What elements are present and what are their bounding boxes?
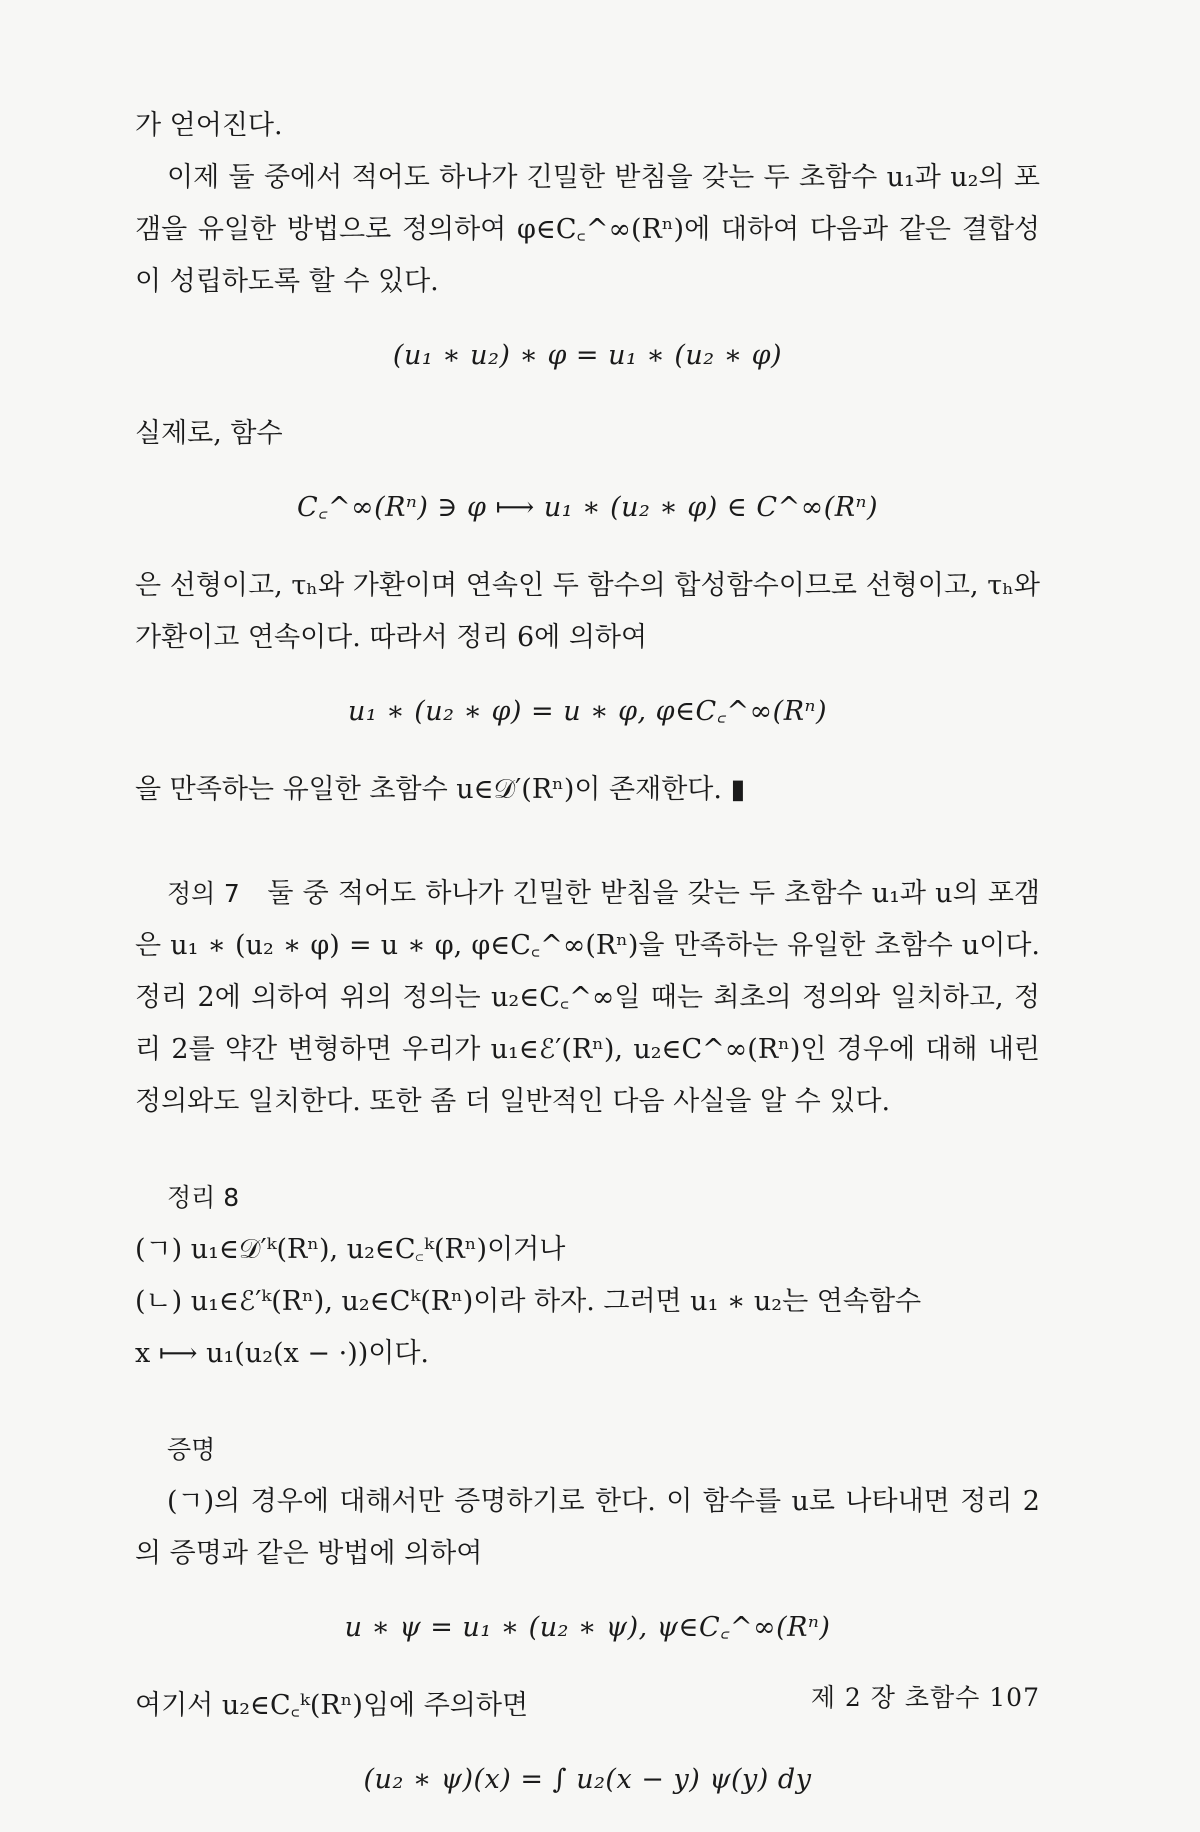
page-body [135, 100, 1040, 1832]
definition-7-text: 둘 중 적어도 하나가 긴밀한 받침을 갖는 두 초함수 u₁과 u의 포갬은 u₁ ∗ (u₂ ∗ φ) = u ∗ φ, φ∈C꜀^∞(Rⁿ)을 만족하는 유일한 초함수 u이다. 정리 2에 의하여 위의 정의는 u₂∈C꜀^∞일 때는 최초의 정의와 일치하고, 정리 2를 약간 변형하면 우리가 u₁∈ℰ′(Rⁿ), u₂∈C^∞(Rⁿ)인 경우에 대해 내린 정의와도 일치한다. 또한 좀 더 일반적인 다음 사실을 알 수 있다. [135, 878, 1041, 1117]
section-gap [135, 1380, 1040, 1410]
section-gap [135, 1128, 1040, 1158]
proof-paragraph-2: 여기서 u₂∈C꜀ᵏ(Rⁿ)임에 주의하면 [135, 1690, 529, 1721]
running-footer: 제 2 장 초함수 107 [810, 1683, 1040, 1712]
proof-label: 증명 [167, 1435, 216, 1464]
section-gap [135, 816, 1040, 868]
paragraph-4: 은 선형이고, τₕ와 가환이며 연속인 두 함수의 합성함수이므로 선형이고, τₕ와 가환이고 연속이다. 따라서 정리 6에 의하여 [135, 570, 1040, 653]
equation-associativity: (u₁ ∗ u₂) ∗ φ = u₁ ∗ (u₂ ∗ φ) [392, 340, 783, 371]
theorem-8-conclusion: x ⟼ u₁(u₂(x − ·))이다. [135, 1338, 430, 1369]
equation-uniqueness: u₁ ∗ (u₂ ∗ φ) = u ∗ φ, φ∈C꜀^∞(Rⁿ) [347, 696, 828, 727]
equation-mapping: C꜀^∞(Rⁿ) ∋ φ ⟼ u₁ ∗ (u₂ ∗ φ) ∈ C^∞(Rⁿ) [296, 492, 879, 523]
proof-paragraph-1: (ㄱ)의 경우에 대해서만 증명하기로 한다. 이 함수를 u로 나타내면 정리 2의 증명과 같은 방법에 의하여 [135, 1486, 1040, 1569]
theorem-8-label: 정리 8 [167, 1183, 240, 1212]
definition-7 [135, 868, 1040, 1128]
paragraph-3: 실제로, 함수 [135, 418, 283, 449]
theorem-8-case-a: (ㄱ) u₁∈𝒟′ᵏ(Rⁿ), u₂∈C꜀ᵏ(Rⁿ)이거나 [135, 1234, 566, 1265]
paragraph-1: 가 얻어진다. [135, 110, 283, 141]
equation-proof-1: u ∗ ψ = u₁ ∗ (u₂ ∗ ψ), ψ∈C꜀^∞(Rⁿ) [344, 1612, 831, 1643]
equation-integral: (u₂ ∗ ψ)(x) = ∫ u₂(x − y) ψ(y) dy [363, 1764, 812, 1795]
theorem-8-case-b: (ㄴ) u₁∈ℰ′ᵏ(Rⁿ), u₂∈Cᵏ(Rⁿ)이라 하자. 그러면 u₁ ∗ u₂는 연속함수 [135, 1286, 922, 1317]
paragraph-5: 을 만족하는 유일한 초함수 u∈𝒟′(Rⁿ)이 존재한다. ▮ [135, 774, 746, 805]
paragraph-2: 이제 둘 중에서 적어도 하나가 긴밀한 받침을 갖는 두 초함수 u₁과 u₂의 포갬을 유일한 방법으로 정의하여 φ∈C꜀^∞(Rⁿ)에 대하여 다음과 같은 결합성이 성립하도록 할 수 있다. [135, 162, 1040, 297]
definition-7-label: 정의 7 [167, 879, 240, 908]
